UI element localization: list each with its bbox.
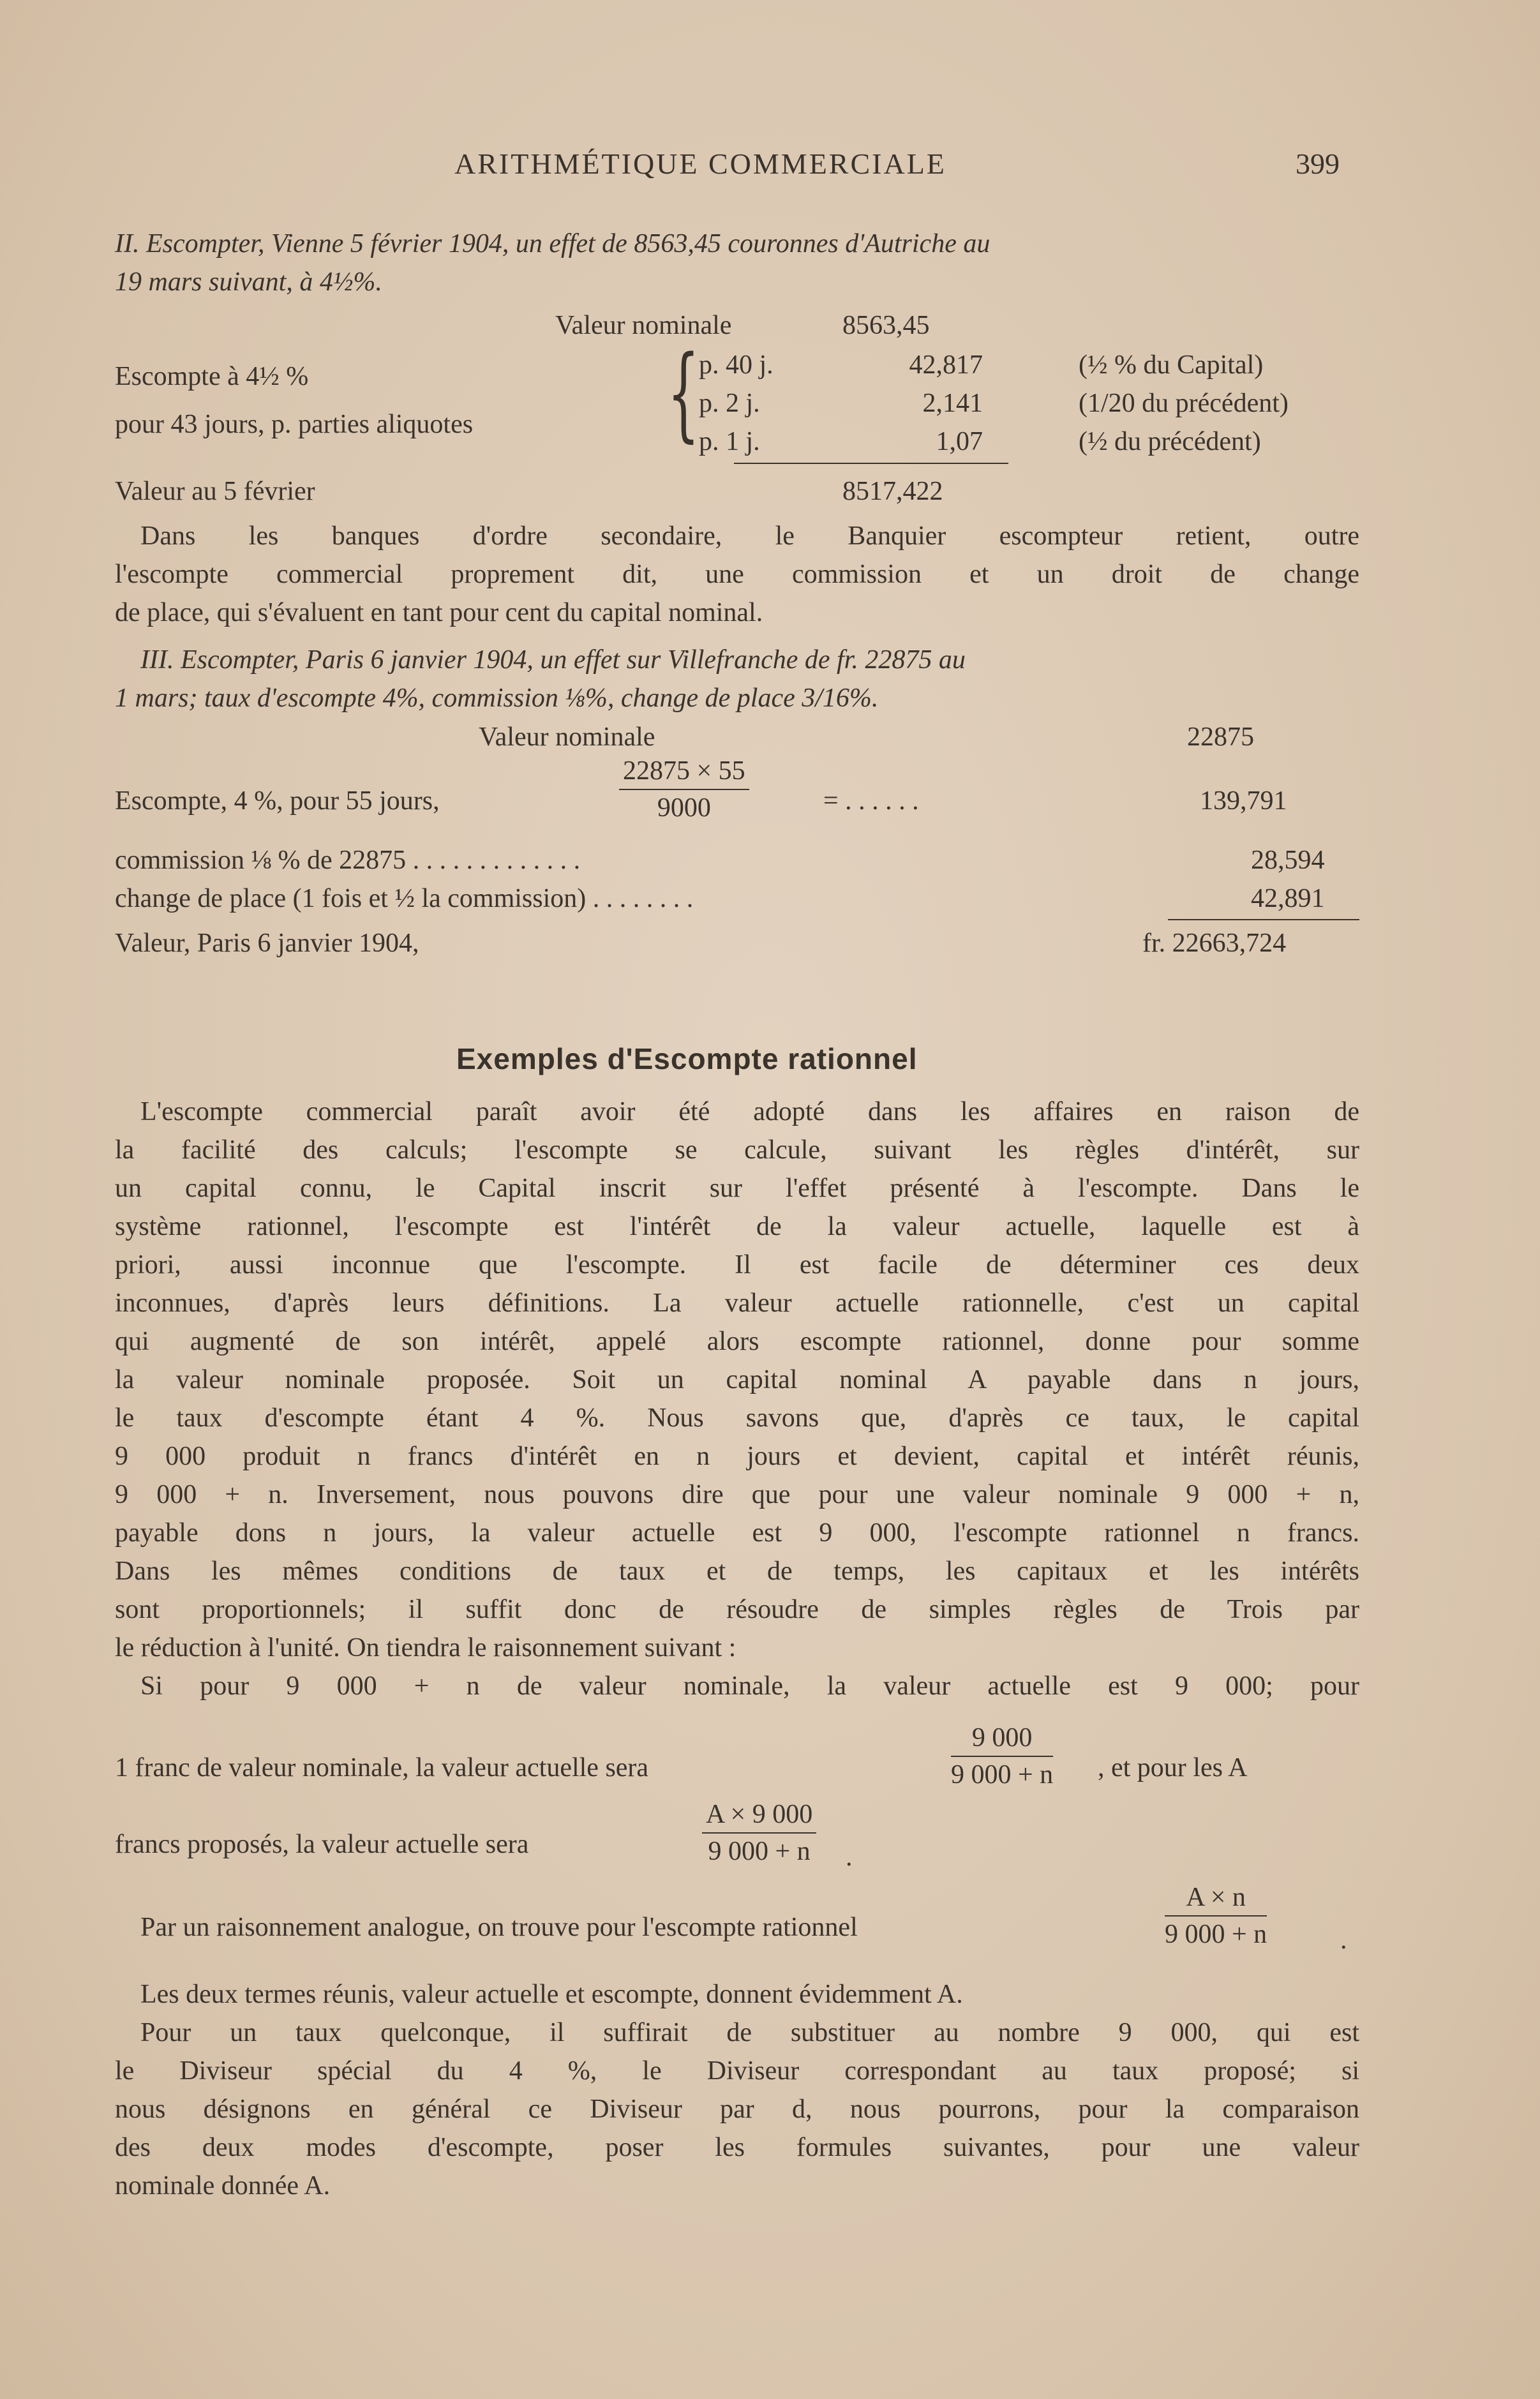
ex2-escompte-label: Escompte à 4½ % — [115, 362, 309, 391]
ex3-valeur-label: Valeur, Paris 6 janvier 1904, — [115, 929, 419, 958]
ex2-vn-value: 8563,45 — [842, 311, 930, 340]
running-title: ARITHMÉTIQUE COMMERCIALE — [454, 147, 946, 180]
ex3-sum-rule — [1168, 919, 1359, 920]
formula3-pre: Par un raisonnement analogue, on trouve pour l'escompte rationnel — [140, 1913, 858, 1942]
ex3-vn-value: 22875 — [1187, 722, 1254, 752]
ex3-valeur-value: fr. 22663,724 — [1142, 929, 1287, 958]
ex2-vn-label: Valeur nominale — [555, 311, 732, 340]
formula2-post: . — [846, 1842, 853, 1872]
ex3-fraction: $\frac{22875 \times 55}{9000}$ — [619, 753, 749, 826]
ex2-row2-days: p. 2 j. — [699, 389, 760, 418]
ex2-row1-value: 42,817 — [909, 350, 983, 380]
ex3-statement-line1: III. Escompter, Paris 6 janvier 1904, un effet sur Villefranche de fr. 22875 au — [140, 645, 966, 675]
ex3-escompte-value: 139,791 — [1200, 786, 1287, 816]
ex3-vn-label: Valeur nominale — [479, 722, 655, 752]
ex2-row3-note: (½ du précédent) — [1079, 427, 1261, 456]
formula1-fraction: $\frac{9 000}{9 000 + n}$ — [951, 1720, 1053, 1793]
formula1-post: , et pour les A — [1098, 1753, 1248, 1782]
section-heading: Exemples d'Escompte rationnel — [456, 1042, 918, 1075]
brace-icon: { — [667, 333, 700, 452]
ex2-sum-rule — [734, 463, 1008, 464]
page-number: 399 — [1296, 147, 1340, 180]
paragraph-commission: Dans les banques d'ordre secondaire, le Banquier escompteur retient, outre l'escompte commercial proprement dit, une commission et un droit de change de place, qui s'évaluent en tant pour cent du capital nominal. — [115, 521, 1359, 627]
ex2-pour-label: pour 43 jours, p. parties aliquotes — [115, 410, 474, 439]
paragraph-rationnel: L'escompte commercial paraît avoir été adopté dans les affaires en raison de la facilité des calculs; l'escompte se calcule, suivant les règles d'intérêt, sur un capital connu, le Capital inscrit sur l'effet présenté à l'escompte. Dans le système rationnel, l'escompte est l'intérêt de la valeur actuelle, laquelle est à priori, aussi inconnue que l'escompte. Il est facile de déterminer ces deux inconnues, d'après leurs définitions. La valeur actuelle rationnelle, c'est un capital qui augmenté de son intérêt, appelé alors escompte rationnel, donne pour somme la valeur nominale proposée. Soit un capital nominal A payable dans n jours, le taux d'escompte étant 4 %. Nous savons que, d'après ce taux, le capital 9 000 produit n francs d'intérêt en n jours et devient, capital et intérêt réunis, 9 000 + n. Inversement, nous pouvons dire que pour une valeur nominale 9 000 + n, payable dons n jours, la valeur actuelle est 9 000, l'escompte rationnel n francs. Dans les mêmes conditions de taux et de temps, les capitaux et les intérêts sont proportionnels; il suffit donc de résoudre de simples règles de Trois par le réduction à l'unité. On tiendra le raisonnement suivant : Si pour 9 000 + n de valeur nominale, la valeur actuelle est 9 000; pour — [115, 1097, 1359, 1701]
ex2-row3-days: p. 1 j. — [699, 427, 760, 456]
ex2-row2-note: (1/20 du précédent) — [1079, 389, 1289, 418]
ex2-row1-note: (½ % du Capital) — [1079, 350, 1264, 380]
ex2-statement-line1: II. Escompter, Vienne 5 février 1904, un effet de 8563,45 couronnes d'Autriche au — [115, 229, 991, 258]
ex2-statement-line2: 19 mars suivant, à 4½%. — [115, 267, 382, 297]
ex2-row2-value: 2,141 — [922, 389, 983, 418]
ex3-change-label: change de place (1 fois et ½ la commission) . . . . . . . . — [115, 884, 694, 913]
ex3-statement-line2: 1 mars; taux d'escompte 4%, commission ⅛%, change de place 3/16%. — [115, 684, 879, 713]
ex3-commission-label: commission ⅛ % de 22875 . . . . . . . . . . . . . — [115, 846, 581, 875]
formula3-fraction: $\frac{A \times n}{9 000 + n}$ — [1165, 1880, 1267, 1952]
ex2-row3-value: 1,07 — [936, 427, 983, 456]
ex3-equals-dots: = . . . . . . — [823, 786, 919, 816]
ex3-change-value: 42,891 — [1251, 884, 1325, 913]
formula2-fraction: $\frac{A \times 9 000}{9 000 + n}$ — [702, 1797, 816, 1869]
ex3-escompte-label: Escompte, 4 %, pour 55 jours, — [115, 786, 440, 816]
paragraph-conclusion: Les deux termes réunis, valeur actuelle et escompte, donnent évidemment A. Pour un taux quelconque, il suffirait de substituer au nombre 9 000, qui est le Diviseur spécial du 4 %, le Diviseur correspondant au taux proposé; si nous désignons en général ce Diviseur par d, nous pourrons, pour la comparaison des deux modes d'escompte, poser les formules suivantes, pour une valeur nominale donnée A. — [115, 1980, 1359, 2201]
ex2-row1-days: p. 40 j. — [699, 350, 774, 380]
ex2-va-value: 8517,422 — [842, 477, 943, 506]
formula1-pre: 1 franc de valeur nominale, la valeur actuelle sera — [115, 1753, 649, 1782]
ex3-commission-value: 28,594 — [1251, 846, 1325, 875]
formula2-pre: francs proposés, la valeur actuelle sera — [115, 1830, 529, 1859]
ex2-va-label: Valeur au 5 février — [115, 477, 315, 506]
formula3-post: . — [1340, 1925, 1347, 1955]
